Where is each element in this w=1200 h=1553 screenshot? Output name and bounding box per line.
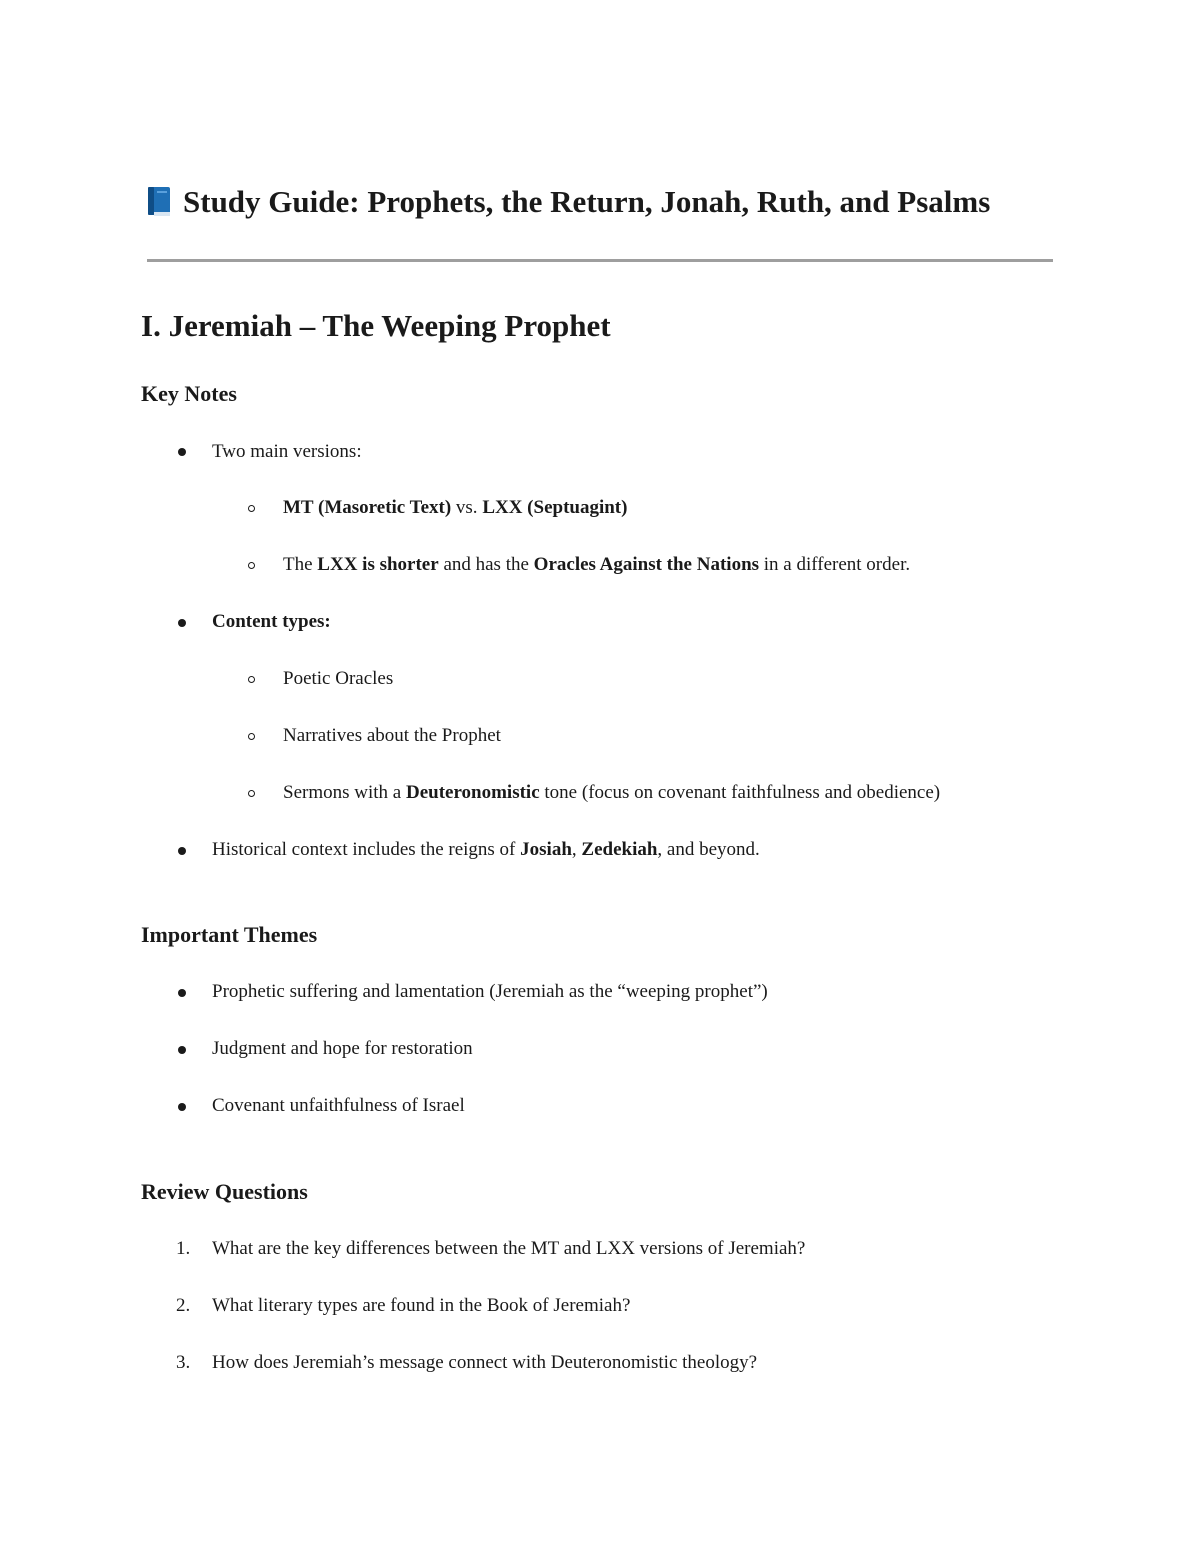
title-divider — [147, 259, 1053, 262]
list-item: Judgment and hope for restoration — [212, 1038, 473, 1059]
bullet-icon — [178, 847, 186, 855]
list-item: Historical context includes the reigns of Josiah, Zedekiah, and beyond. — [212, 839, 760, 860]
review-questions-heading: Review Questions — [141, 1179, 308, 1204]
hollow-bullet-icon — [248, 733, 255, 740]
list-item: MT (Masoretic Text) vs. LXX (Septuagint) — [283, 497, 628, 518]
bullet-icon — [178, 1103, 186, 1111]
question-number: 3. — [176, 1352, 191, 1373]
title-text: Study Guide: Prophets, the Return, Jonah, Ruth, and Psalms — [183, 184, 991, 219]
bullet-icon — [178, 1046, 186, 1054]
section-heading: I. Jeremiah – The Weeping Prophet — [141, 308, 611, 343]
key-notes-heading: Key Notes — [141, 381, 237, 406]
question-item: What are the key differences between the MT and LXX versions of Jeremiah? — [212, 1238, 806, 1259]
list-item: The LXX is shorter and has the Oracles Against the Nations in a different order. — [283, 554, 911, 575]
list-item: Content types: — [212, 611, 331, 632]
bullet-icon — [178, 448, 186, 456]
question-item: How does Jeremiah’s message connect with Deuteronomistic theology? — [212, 1352, 758, 1373]
hollow-bullet-icon — [248, 676, 255, 683]
themes-heading: Important Themes — [141, 922, 318, 947]
bullet-icon — [178, 989, 186, 997]
list-item: Poetic Oracles — [283, 668, 394, 689]
list-item: Sermons with a Deuteronomistic tone (focus on covenant faithfulness and obedience) — [283, 782, 941, 803]
list-item: Prophetic suffering and lamentation (Jeremiah as the “weeping prophet”) — [212, 981, 768, 1002]
question-item: What literary types are found in the Book of Jeremiah? — [212, 1295, 631, 1316]
list-item: Narratives about the Prophet — [283, 725, 501, 746]
blue-book-icon — [145, 185, 173, 219]
list-item: Two main versions: — [212, 441, 362, 462]
question-number: 1. — [176, 1238, 191, 1259]
bullet-icon — [178, 619, 186, 627]
hollow-bullet-icon — [248, 790, 255, 797]
list-item: Covenant unfaithfulness of Israel — [212, 1095, 465, 1116]
question-number: 2. — [176, 1295, 191, 1316]
hollow-bullet-icon — [248, 562, 255, 569]
document-title — [145, 184, 990, 220]
hollow-bullet-icon — [248, 505, 255, 512]
